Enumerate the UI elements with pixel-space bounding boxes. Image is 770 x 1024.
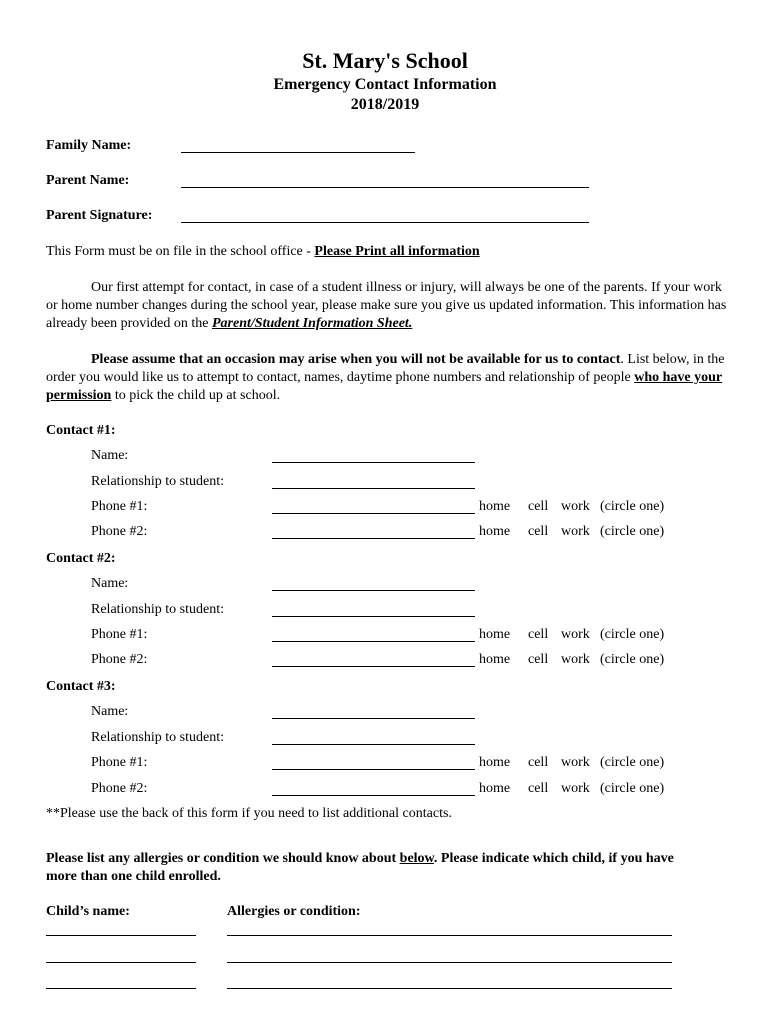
additional-contacts-note: **Please use the back of this form if you need to list additional contacts. [46,806,452,821]
contact-1-phone1-line[interactable] [272,513,475,514]
contact-2-phone1-circle-note: (circle one) [600,627,665,642]
permission-paragraph [46,351,736,405]
parent-signature-label: Parent Signature: [46,208,153,223]
parent-name-label: Parent Name: [46,173,130,188]
contact-2-phone2-label: Phone #2: [91,652,148,667]
contact-1-phone1-label: Phone #1: [91,499,148,514]
contact-3-phone2-label: Phone #2: [91,781,148,796]
parent-signature-line[interactable] [181,222,589,223]
permission-bold-text: Please assume that an occasion may arise when you will not be available for us to contact [91,352,621,367]
contact-2-phone1-work[interactable]: work [561,627,590,642]
contact-2-name-label: Name: [91,576,129,591]
allergies-line-3[interactable] [227,988,672,989]
allergies-intro-part2: . Please indicate which child, if you have more than one child enrolled. [46,851,674,884]
contact-3-name-label: Name: [91,704,129,719]
contact-3-phone2-cell[interactable]: cell [528,781,549,796]
contact-2-phone1-label: Phone #1: [91,627,148,642]
print-notice: Please Print all information [314,244,480,259]
contact-2-heading: Contact #2: [46,551,116,566]
contact-2-phone1-cell[interactable]: cell [528,627,549,642]
contact-2-phone2-work[interactable]: work [561,652,590,667]
form-title: Emergency Contact Information [273,76,497,93]
contact-2-phone2-home[interactable]: home [479,652,511,667]
contact-3-phone1-label: Phone #1: [91,755,148,770]
contact-3-phone1-home[interactable]: home [479,755,511,770]
contact-2-phone2-circle-note: (circle one) [600,652,665,667]
file-notice-text: This Form must be on file in the school office - [46,244,315,259]
contact-3-phone1-work[interactable]: work [561,755,590,770]
contact-1-relationship-label: Relationship to student: [91,474,224,489]
child-name-line-3[interactable] [46,988,196,989]
child-name-line-1[interactable] [46,935,196,936]
school-name: St. Mary's School [302,48,468,73]
contact-1-relationship-line[interactable] [272,488,475,489]
allergies-intro-part1: Please list any allergies or condition we should know about [46,851,400,866]
contact-2-phone2-line[interactable] [272,666,475,667]
contact-2-relationship-label: Relationship to student: [91,602,224,617]
contact-1-phone2-label: Phone #2: [91,524,148,539]
contact-1-phone2-home[interactable]: home [479,524,511,539]
contact-1-name-label: Name: [91,448,129,463]
contact-1-phone2-circle-note: (circle one) [600,524,665,539]
contact-intro-paragraph [46,279,736,333]
file-notice [46,244,480,260]
contact-1-phone2-cell[interactable]: cell [528,524,549,539]
permission-text-2: to pick the child up at school. [111,388,281,403]
permission-text-1: . List below, in the order you would like us to attempt to contact, names, daytime phone numbers and relationship of people [46,352,725,385]
contact-3-phone2-work[interactable]: work [561,781,590,796]
allergies-intro [46,850,706,886]
child-name-label: Child’s name: [46,904,130,919]
contact-1-phone1-cell[interactable]: cell [528,499,549,514]
contact-1-name-line[interactable] [272,462,475,463]
contact-2-phone2-cell[interactable]: cell [528,652,549,667]
contact-2-name-line[interactable] [272,590,475,591]
allergies-line-1[interactable] [227,935,672,936]
school-year: 2018/2019 [350,96,420,113]
contact-3-phone2-line[interactable] [272,795,475,796]
contact-1-phone2-work[interactable]: work [561,524,590,539]
contact-1-phone1-circle-note: (circle one) [600,499,665,514]
allergies-condition-label: Allergies or condition: [227,904,361,919]
contact-3-phone1-cell[interactable]: cell [528,755,549,770]
contact-2-relationship-line[interactable] [272,616,475,617]
contact-1-phone1-work[interactable]: work [561,499,590,514]
parent-name-line[interactable] [181,187,589,188]
contact-3-phone1-line[interactable] [272,769,475,770]
contact-2-phone1-home[interactable]: home [479,627,511,642]
contact-2-phone1-line[interactable] [272,641,475,642]
contact-3-relationship-line[interactable] [272,744,475,745]
contact-3-name-line[interactable] [272,718,475,719]
family-name-label: Family Name: [46,138,132,153]
contact-3-phone2-circle-note: (circle one) [600,781,665,796]
contact-3-heading: Contact #3: [46,679,116,694]
contact-intro-text: Our first attempt for contact, in case of a student illness or injury, will always be one of the parents. If your work or home number changes during the school year, please make sure you give us updated information. This information has already been provided on the [46,280,727,331]
child-name-line-2[interactable] [46,962,196,963]
family-name-line[interactable] [181,152,415,153]
contact-1-heading: Contact #1: [46,423,116,438]
contact-3-relationship-label: Relationship to student: [91,730,224,745]
contact-1-phone2-line[interactable] [272,538,475,539]
contact-3-phone1-circle-note: (circle one) [600,755,665,770]
allergies-intro-below: below [399,851,434,866]
contact-1-phone1-home[interactable]: home [479,499,511,514]
permission-underlined: who have your permission [46,370,723,403]
info-sheet-reference: Parent/Student Information Sheet. [212,316,413,331]
contact-3-phone2-home[interactable]: home [479,781,511,796]
allergies-line-2[interactable] [227,962,672,963]
